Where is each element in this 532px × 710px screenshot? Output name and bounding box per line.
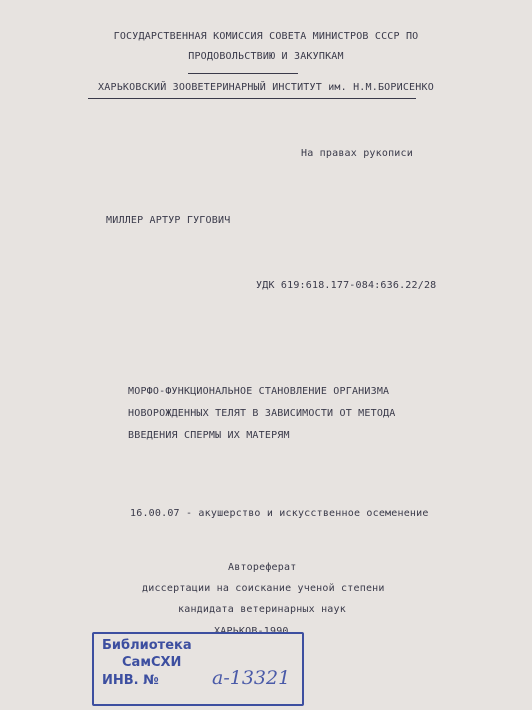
abstract-label: Автореферат bbox=[228, 562, 297, 573]
title-line-3: ВВЕДЕНИЯ СПЕРМЫ ИХ МАТЕРЯМ bbox=[128, 430, 290, 441]
title-line-2: НОВОРОЖДЕННЫХ ТЕЛЯТ В ЗАВИСИМОСТИ ОТ МЕТОДА bbox=[128, 408, 396, 419]
udk-code: УДК 619:618.177-084:636.22/28 bbox=[256, 280, 437, 291]
stamp-library: Библиотека bbox=[102, 638, 192, 653]
library-stamp bbox=[92, 632, 304, 706]
abstract-line-1: диссертации на соискание ученой степени bbox=[142, 583, 385, 594]
rights-note: На правах рукописи bbox=[301, 148, 413, 159]
stamp-inv-label: ИНВ. № bbox=[102, 673, 159, 688]
abstract-line-2: кандидата ветеринарных наук bbox=[178, 604, 346, 615]
institute-name: ХАРЬКОВСКИЙ ЗООВЕТЕРИНАРНЫЙ ИНСТИТУТ им. Н.М.БОРИСЕНКО bbox=[98, 82, 434, 93]
header-rule bbox=[188, 73, 298, 74]
stamp-institute: СамСХИ bbox=[122, 655, 182, 670]
institute-rule bbox=[88, 98, 416, 99]
title-line-1: МОРФО-ФУНКЦИОНАЛЬНОЕ СТАНОВЛЕНИЕ ОРГАНИЗМА bbox=[128, 386, 390, 397]
header-line-1: ГОСУДАРСТВЕННАЯ КОМИССИЯ СОВЕТА МИНИСТРОВ СССР ПО bbox=[113, 31, 419, 42]
stamp-inventory-number: а-13321 bbox=[212, 667, 291, 689]
author-name: МИЛЛЕР АРТУР ГУГОВИЧ bbox=[106, 215, 231, 226]
place-year: ХАРЬКОВ-1990 bbox=[214, 626, 289, 637]
header-line-2: ПРОДОВОЛЬСТВИЮ И ЗАКУПКАМ bbox=[188, 51, 344, 62]
specialty-code: 16.00.07 - акушерство и искусственное осеменение bbox=[130, 508, 429, 519]
